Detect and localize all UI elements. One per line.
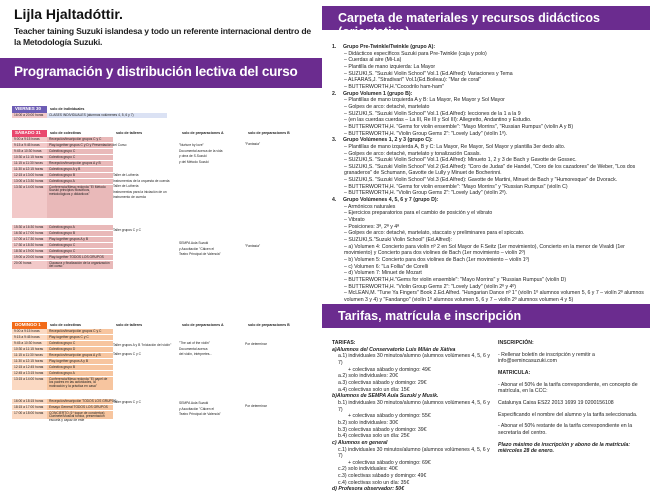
- enrollment-note: Especificando el nombre del alumno y la tarifa seleccionada.: [498, 411, 638, 418]
- time-cell: 18:30 a 19:00 horas: [12, 249, 47, 254]
- activity-cell: Colectiva grupo A: [47, 371, 113, 376]
- material-item: – SUZUKI,S. "Suzuki Violin School" Vol.2 (Ed.Alfred): "Coro de Judas" de Handel, "Coro de los cazadores" de Weber, "Los dos granaderos" de Schumann, Gavotte de Lully y Minuet de Bocherinni.: [344, 163, 636, 177]
- activity-cell: Colectiva grupo C: [47, 243, 113, 248]
- activity-cell: Conferencia/Mesa redonda "El papel de los padres en las actividades, la motivación y la práctica en casa": [47, 377, 113, 390]
- fee-item: a.3) colectivas sábado y domingo: 29€: [338, 379, 427, 386]
- group-title: Grupo Volúmenes 4, 5, 6 y 7 (grupo D):: [343, 197, 439, 204]
- material-item: – Armónicos naturales: [344, 203, 396, 210]
- time-cell: 11:15 a 11:30 horas: [12, 161, 47, 166]
- materials-title: Carpeta de materiales y recursos didácticos (orientativa): [322, 6, 650, 30]
- fees-group-a: a)Alumnos del Conservatorio Luis Milán de Xàtiva: [332, 346, 456, 353]
- fee-item: c.2) solo individuales: 40€: [338, 466, 398, 473]
- registration-info: [498, 340, 646, 455]
- prep-item: SEMPA Aula Suzuki: [179, 401, 209, 405]
- material-item: – BUTTERWORTH,H. "Gems for violin ensemble": "Mayo Morrins", "Russian Rumpus" (violín A y B): [344, 123, 574, 130]
- material-item: – Golpes de arco: detaché, martelato y tonalización Casals.: [344, 150, 481, 157]
- prep-item: Documental acerca: [179, 346, 208, 351]
- material-item: – Vibrato: [344, 217, 365, 224]
- material-item: – SUZUKI,S. "Suzuki Violin School" Vol.1 (Ed.Alfred): Minueto 1, 2 y 3 de Bach y Gavotte de Gossec.: [344, 157, 577, 164]
- time-cell: 9:00 a 9:15 horas: [12, 329, 47, 334]
- material-item: – Cuerdas al aire (Mi-La): [344, 57, 402, 64]
- group-title: Grupo Volumen 1 (grupo B):: [343, 90, 413, 97]
- time-cell: 9:15 a 9:45 horas: [12, 143, 47, 148]
- time-cell: 16:00 a 18:15 horas: [12, 399, 47, 404]
- fees-group-d: d) Profesora observador: 50€: [332, 486, 405, 493]
- prep-item: SEMPA Aula Suzuki: [179, 241, 209, 245]
- time-cell: 17:00 a 18:00 horas: [12, 411, 47, 419]
- activity-cell: Colectiva grupo B: [47, 173, 113, 178]
- activity-cell: Colectiva grupo C: [47, 149, 113, 154]
- prep-item: "The cat of the violin": [179, 341, 210, 345]
- enrollment-heading: MATRICULA:: [498, 369, 531, 376]
- prep-b-item: Por determinar: [245, 342, 267, 346]
- material-item: – SUZUKI,S. "Suzuki Violin School" Vol.3 (Ed.Alfred): Gavotte de Martini, Minuet de Bach y "Humoresque" de Dvorack.: [344, 177, 618, 184]
- col-header: solo de preparaciones A: [182, 322, 224, 327]
- time-cell: 12:45 a 13:15 horas: [12, 371, 47, 376]
- right-column: [322, 0, 650, 493]
- activity-cell: Recepción/Inscripción TODOS LOS GRUPOS: [49, 399, 117, 403]
- col-header: solo de talleres: [116, 322, 143, 327]
- material-group-title: [330, 91, 646, 98]
- activity-cell: Colectiva grupo C: [47, 155, 113, 160]
- table-row: [12, 261, 113, 270]
- group-title: Grupo Volúmenes 1, 2 y 3 (grupo C):: [343, 137, 433, 144]
- material-item: – Plantillas de mano izquierda A, B y C: La Mayor, Re Mayor, Sol Mayor y plantilla 3er dedo alto.: [344, 143, 566, 150]
- bank-account: Catalunya Caixa ES22 2013 1699 19 0200156108: [498, 399, 614, 406]
- time-cell: 12:15 a 13:00 horas: [12, 173, 47, 178]
- group-number: 4.: [332, 197, 337, 204]
- fee-item: c.4) colectivas solo un día: 35€: [338, 479, 410, 486]
- schedule-title: Programación y distribución lectiva del curso: [0, 58, 322, 88]
- material-item: – BUTTERWORTH,H."Gems for violin ensemble": "Mayo Morrins" y "Russian Rumpus" (violín D): [344, 276, 567, 283]
- friday-schedule: [12, 106, 314, 119]
- material-item: – Plantilla de mano izquierda: La Mayor: [344, 63, 436, 70]
- time-cell: 9:45 a 10:30 horas: [12, 341, 47, 346]
- prep-item: y del Método Suzuki: [179, 159, 209, 164]
- time-cell: 9:00 a 9:15 horas: [12, 137, 47, 142]
- col-header: solo de preparaciones A: [182, 130, 224, 135]
- sunday-day: DOMINGO 1: [12, 322, 47, 329]
- activity-cell: Colectiva grupo A: [47, 179, 113, 184]
- prep-item: Documental acerca de la vida: [179, 148, 223, 153]
- material-item: – ALFARAS,J. "Stradivarí" Vol.1(Ed.Boileau): "Mar de coral": [344, 77, 482, 84]
- time-cell: 11:30 a 12:15 horas: [12, 359, 47, 364]
- table-row: [12, 411, 113, 420]
- time-cell: 18:15 a 17:00 horas: [12, 405, 47, 410]
- fee-item: a.2) solo individuales: 20€: [338, 373, 398, 380]
- activity-cell: Colectiva grupo A y B: [47, 167, 113, 172]
- time-cell: 20:00 horas: [12, 261, 47, 269]
- table-row: [12, 185, 113, 219]
- activity-cell: Recepción/Inscripción grupos C y C: [47, 137, 113, 142]
- material-item: – a) Volumen 4: Concierto para violín nº 2 en Sol Mayor de F.Seitz (1er movimiento), Concierto en la menor de Vivaldi (1er movimiento) y Concierto para dos violines de Bach (1er movimiento – violín 2º): [344, 243, 625, 257]
- prep-b-item: Por determinar: [245, 404, 267, 408]
- prep-item: Teatro Principal de Valencia": [179, 412, 221, 417]
- fee-item: + colectivas sábado y domingo: 69€: [348, 459, 431, 466]
- prep-b-item: "Fantasía": [245, 142, 261, 146]
- workshop-item: Taller de Luthería: [113, 173, 139, 177]
- fees-group-b: b)Alumnos de SEMPA Aula Suzuki y Musik.: [332, 393, 439, 400]
- teacher-name: Lijla Hjaltadóttir.: [14, 6, 123, 22]
- fee-item: c.3) colectivas sábado y domingo: 49€: [338, 473, 427, 480]
- fee-item: b.2) solo individuales: 30€: [338, 419, 398, 426]
- activity-cell: Play-together TODOS LOS GRUPOS: [47, 255, 113, 260]
- time-cell: 17:00 a 17:30 horas: [12, 237, 47, 242]
- registration-step: - Rellenar boletín de inscripción y remitir a info@semincasuzuki.com: [498, 351, 595, 365]
- material-group-title: [330, 44, 646, 51]
- material-item: – d) Volumen 7: Minuet de Mozart: [344, 270, 422, 277]
- prep-item: "Nurture by love": [179, 143, 204, 147]
- group-number: 2.: [332, 90, 337, 97]
- material-item: – Golpes de arco: detaché, martelato, staccato y preliminares para el spiccato.: [344, 230, 525, 237]
- activity-cell: CLASES INDIVIDUALES (alumnos volúmenes 4, 5, 6 y 7): [47, 113, 167, 118]
- group-number: 1.: [332, 44, 337, 50]
- material-item: – BUTTERWORTH,H. "Violin Group Gems 2": "Lovely Lady" (violín 2º).: [344, 190, 508, 197]
- material-item: – BUTTERWORTH,H. "Violin Group Gems 2": "Lovely Lady" (violín 2º y 4º): [344, 283, 517, 290]
- material-item: – McLEAN,M. "Tune Ya Fingers" Book 2.Ed.Alfred. "Hungarian Dance nº 1" (violín 1º alumnos volumen 5, 6 y 7 – violín 2º alumnos volumen 3 y 4) y "Fandango" (violín 1º alumnos volumen 5, 6 y 7 – violín 2º alumnos volumen 4 y 5): [344, 290, 644, 303]
- enrollment-step: - Abonar el 50% restante de la tarifa correspondiente en la secretaría del centro.: [498, 423, 633, 436]
- material-item: – SUZUKI,S. "Suzuki Violin School" Vol.1 (Ed.Alfred): Variaciones y Tema: [344, 70, 513, 77]
- activity-cell: Recepción/Inscripción grupos A y B: [47, 161, 113, 166]
- time-cell: 11:30 a 12:15 horas: [12, 167, 47, 172]
- friday-day: VIERNES 30: [12, 106, 47, 113]
- sunday-schedule: [12, 322, 314, 420]
- enrollment-step: - Abonar el 50% de la tarifa correspondiente, en concepto de matrícula, en la CCC:: [498, 381, 638, 395]
- workshop-item: Taller grupos A y B "Iniciación del violín": [113, 343, 172, 347]
- fees-heading: TARIFAS:: [332, 340, 356, 346]
- activity-cell: Colectiva grupo D: [47, 347, 113, 352]
- prep-item: del violín, intérpretes...: [179, 352, 213, 357]
- left-column: [0, 0, 322, 472]
- table-row: [12, 113, 314, 119]
- prep-item: Teatro Principal de Valencia": [179, 252, 221, 257]
- prep-item: y Asocitación "Cálcen el: [179, 246, 215, 251]
- material-item: – Plantillas de mano izquierda A y B: La Mayor, Re Mayor y Sol Mayor: [344, 97, 505, 104]
- material-item: – BUTTERWORTH,H."Cocodrilo ham-ham": [344, 83, 445, 90]
- material-item: – Posiciones: 3ª, 2ª y 4ª: [344, 223, 400, 230]
- time-cell: 9:15 a 9:45 horas: [12, 335, 47, 340]
- material-item: – Didácticos específicos Suzuki para Pre-Twinkle (caja y polo): [344, 50, 487, 57]
- fee-item: a.4) colectivas solo un día: 15€: [338, 386, 410, 393]
- registration-heading: INSCRIPCIÓN:: [498, 340, 534, 346]
- time-cell: 10:30 a 11:15 horas: [12, 347, 47, 352]
- fee-item: + colectivas sábado y domingo: 55€: [348, 413, 431, 420]
- group-title: Grupo Pre-Twinkle/Twinkle (grupo A):: [343, 44, 436, 50]
- workshop-item: Taller de Luthería: [113, 184, 139, 189]
- activity-cell: Play-together grupos A y B: [47, 359, 113, 364]
- material-item: – SUZUKI,S."Suzuki Violin School" (Ed.Alfred):: [344, 237, 452, 244]
- table-row: [12, 377, 113, 391]
- workshop-item: Instrumentos de la orquesta de cuerda: [113, 178, 170, 183]
- time-cell: 13:30 a 14:00 horas: [12, 185, 47, 218]
- materials-list: [330, 44, 646, 304]
- activity-cell: Play-together grupos C y C: [47, 335, 113, 340]
- activity-cell: Colectiva grupo A: [47, 225, 113, 230]
- time-cell: 16:00 a 20:00 horas: [12, 113, 47, 118]
- material-item: – Ejercicios preparatorios para el cambio de posición y el vibrato: [344, 210, 493, 217]
- col-header: solo de preparaciones B: [248, 322, 290, 327]
- fee-item: b.4) colectivas solo un día: 25€: [338, 433, 410, 440]
- material-item: – SUZUKI,S. "Suzuki Violin School" Vol.1 (Ed.Alfred): lecciones de la 1 a la 9: [344, 110, 521, 117]
- activity-cell: Recepción/Inscripción grupos C y C: [47, 329, 113, 334]
- time-cell: 16:30 a 17:00 horas: [12, 231, 47, 236]
- time-cell: 15:30 a 16:30 horas: [12, 225, 47, 230]
- workshop-item: Instrumentos para la iniciación de un instrumento de cuerda: [113, 189, 167, 200]
- workshop-item: Taller grupos C y C: [113, 400, 142, 404]
- time-cell: 19:00 a 20:00 horas: [12, 255, 47, 260]
- time-cell: 10:30 a 11:15 horas: [12, 155, 47, 160]
- activity-cell: Play-together grupos C y D y Presentación del Curso: [49, 143, 127, 147]
- saturday-schedule: [12, 130, 314, 270]
- activity-cell: Colectiva grupo C: [47, 341, 113, 346]
- time-cell: 12:15 a 12:45 horas: [12, 365, 47, 370]
- activity-cell: Play-together grupos A y B: [47, 237, 113, 242]
- fee-item: b.3) colectivas sábado y domingo: 39€: [338, 426, 427, 433]
- col-header: solo de talleres: [116, 130, 143, 135]
- friday-col: solo de individuales: [50, 106, 85, 111]
- material-group-title: [330, 197, 646, 204]
- workshop-item: Taller grupos C y C: [113, 228, 142, 232]
- fee-item: + colectivas sábado y domingo: 49€: [348, 366, 431, 373]
- col-header: solo de colectivas: [50, 322, 81, 327]
- fees-list: [332, 340, 490, 493]
- workshop-item: Taller grupos C y C: [113, 352, 142, 357]
- prep-item: y Asocitación "Cálcen el: [179, 406, 215, 411]
- activity-cell: Conferencia/Mesa redonda "El Método Suzuki principios filosóficos, metodológicos y didácticos": [47, 185, 113, 218]
- material-item: – (en las cuerdas cuerdas – La III, Re III y Sol III): Allegretto, Andantino y Estudio.: [344, 117, 532, 124]
- activity-cell: Colectiva grupo C: [47, 249, 113, 254]
- fee-item: b.1) individuales 30 minutos/alumno (alumnos volúmenes 4, 5, 6 y 7): [338, 399, 490, 413]
- group-number: 3.: [332, 137, 337, 144]
- material-item: – b) Volumen 5: Concierto para dos violines de Bach (1er movimiento – violín 1º): [344, 257, 530, 263]
- time-cell: 13:15 a 14:00 horas: [12, 377, 47, 390]
- teacher-description: Teacher taining Suzuki islandesa y todo un referente internacional dentro de la Metodología Suzuki.: [14, 26, 311, 47]
- material-item: – BUTTERWORTH,H. "Violin Group Gems 2": "Lovely Lady" (violín 1º).: [344, 130, 508, 137]
- material-item: – Golpes de arco: detaché, martelato: [344, 103, 430, 110]
- col-header: solo de colectivas: [50, 130, 81, 135]
- time-cell: 11:15 a 11:30 horas: [12, 353, 47, 358]
- fees-group-c: c) Alumnos en general: [332, 439, 388, 446]
- activity-cell: Recepción/Inscripción grupos A y B: [47, 353, 113, 358]
- fee-item: a.1) individuales 30 minutos/alumno (alumnos volúmenes 4, 5, 6 y 7): [338, 353, 490, 366]
- prep-item: y obra de S.Suzuki: [179, 154, 207, 159]
- activity-cell: Colectiva grupo B: [47, 365, 113, 370]
- activity-cell: Ensayo General TODOS LOS GRUPOS: [47, 405, 113, 410]
- time-cell: 9:45 a 10:30 horas: [12, 149, 47, 154]
- saturday-day: SÁBADO 31: [12, 130, 47, 137]
- material-group-title: [330, 137, 646, 144]
- fee-item: c.1) individuales 30 minutos/alumno (alumnos volúmenes 4, 5, 6 y 7): [338, 446, 490, 460]
- fees-title: Tarifas, matrícula e inscripción: [322, 304, 650, 328]
- activity-cell: Clausura y finalización de la organización del curso: [47, 261, 113, 269]
- activity-cell: Colectiva grupo B: [47, 231, 113, 236]
- material-item: – c) Volumen 6: "La Follia" de Corelli: [344, 263, 429, 270]
- prep-b-item: "Fantasía": [245, 244, 261, 248]
- material-item: – BUTTERWORTH,H. "Gems for violin ensemble": "Mayo Morrins" y "Russian Rumpus" (violín C): [344, 183, 568, 190]
- time-cell: 17:30 a 18:30 horas: [12, 243, 47, 248]
- time-cell: 13:00 a 13:30 horas: [12, 179, 47, 184]
- activity-cell: CONCIERTO (1º toque de conciertos) Clarinete/Musical tónica, presentación escuela y capaz de este: [47, 411, 113, 419]
- deadline-note: Plazo máximo de inscripción y abono de la matrícula: miércoles 28 de enero.: [498, 441, 631, 455]
- col-header: solo de preparaciones B: [248, 130, 290, 135]
